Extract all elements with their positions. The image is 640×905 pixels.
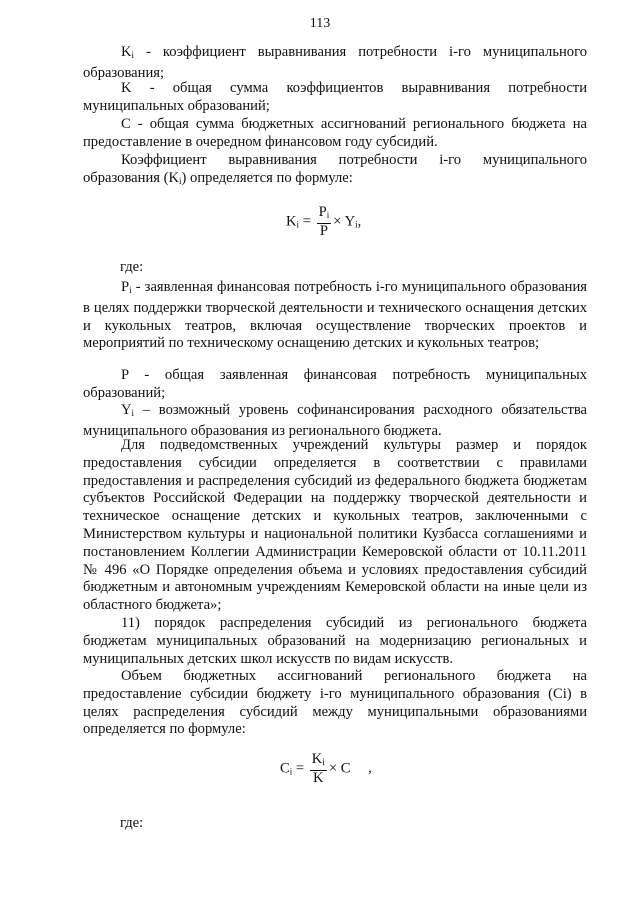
paragraph-p-definition: P - общая заявленная финансовая потребность муниципальных образований; [83, 367, 587, 401]
paragraph-ci-formula-intro: Объем бюджетных ассигнований регионального бюджета на предоставление субсидии бюджету i-го муниципального образования (Ci) в целях распределения субсидий между муниципальными образованиями определяется по формуле: [83, 668, 587, 738]
paragraph-k-definition: K - общая сумма коэффициентов выравнивания потребности муниципальных образований; [83, 80, 587, 114]
where-label-2: где: [120, 815, 144, 831]
paragraph-ki-formula-intro: Коэффициент выравнивания потребности i-го муниципального образования $(K_i)$ определяется по формуле: [83, 152, 587, 186]
paragraph-yi-definition: $Y_i$ – возможный уровень софинансирования расходного обязательства муниципального образования из регионального бюджета. [83, 402, 587, 439]
paragraph-c-definition: C - общая сумма бюджетных ассигнований регионального бюджета на предоставление в очередном финансовом году субсидий. [83, 116, 587, 150]
formula-ki-fraction: $\frac{P_i}{P}$ [318, 204, 330, 239]
where-label-1: где: [120, 259, 144, 275]
paragraph-institutions: Для подведомственных учреждений культуры размер и порядок предоставления субсидии определяется в соответствии с правилами предоставления и распределения субсидий из федерального бюджета бюджетам субъектов Российской Федерации на поддержку творческой деятельности и техническое оснащение детских и кукольных театров, заключенными с Министерством культуры и национальной политики Кузбасса соглашениями и постановлением Коллегии Администрации Кемеровской области от 10.11.2011 № 496 «О Порядке определения объема и условиях предоставления субсидий бюджетным и автономным учреждениям Кемеровской области на иные цели из областного бюджета»; [83, 437, 587, 614]
paragraph-item-11: 11) порядок распределения субсидий из регионального бюджета бюджетам муниципальных образований на модернизацию региональных и муниципальных детских школ искусств по видам искусств. [83, 615, 587, 667]
formula-ki: $K_i$ = $\frac{P_i}{P}$ × $Y_i$, [286, 204, 362, 239]
paragraph-pi-definition: $P_i$ - заявленная финансовая потребность i-го муниципального образования в целях поддержки творческой деятельности и технического оснащения детских и кукольных театров, включая осуществление творческих проектов и мероприятий по техническому оснащению детских и кукольных театров; [83, 279, 587, 352]
paragraph-ki-definition: $K_i$ - коэффициент выравнивания потребности i-го муниципального образования; [83, 44, 587, 81]
formula-ci: $C_i$ = $\frac{K_i}{K}$ × C , [280, 751, 372, 786]
page-number: 113 [309, 16, 331, 31]
formula-ci-fraction: $\frac{K_i}{K}$ [311, 751, 325, 786]
